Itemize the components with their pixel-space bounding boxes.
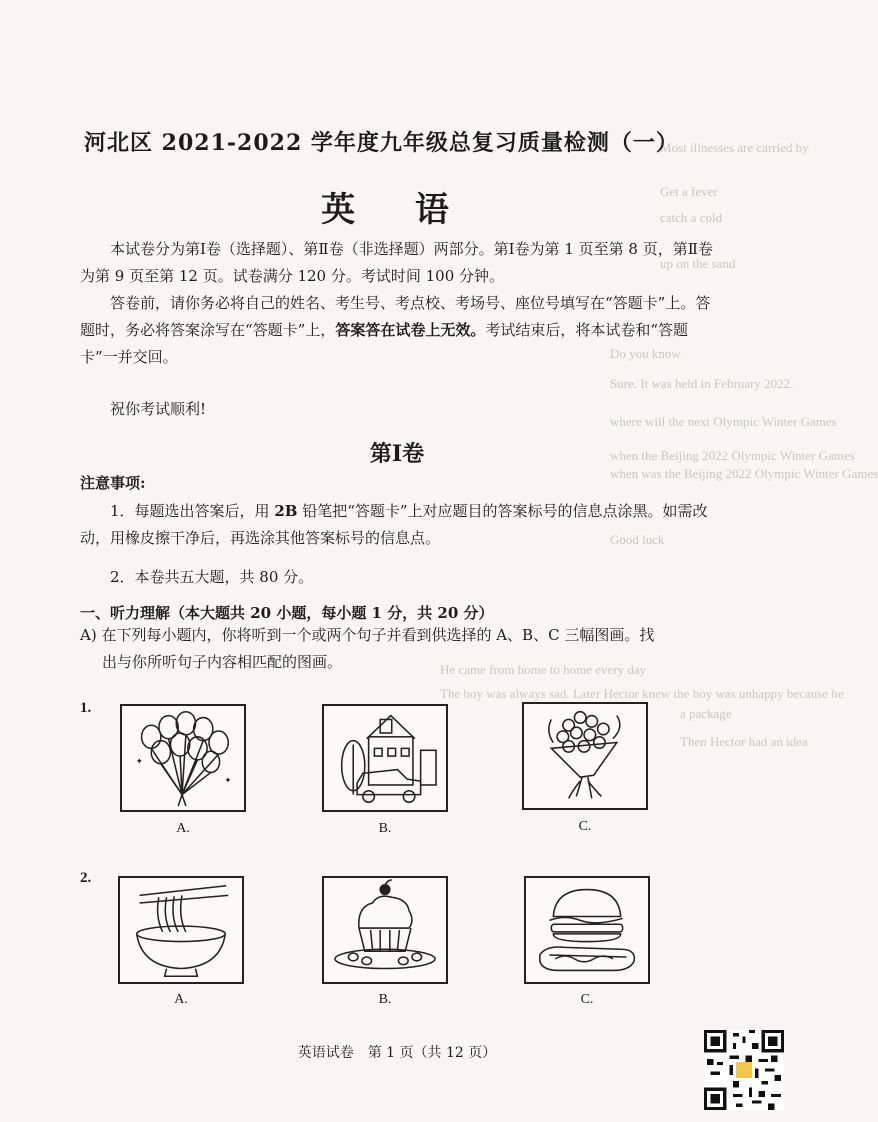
instructions-text-end: 考试结束后，将本试卷和“答题卡”一并交回。 bbox=[80, 321, 689, 366]
cupcake-icon bbox=[324, 878, 446, 982]
bleed-through-text: catch a cold bbox=[660, 210, 723, 225]
picture-car-and-house bbox=[322, 704, 448, 812]
option-label: B. bbox=[378, 992, 392, 1007]
svg-text:✦: ✦ bbox=[224, 776, 232, 787]
instructions-text: 答卷前，请你务必将自己的姓名、考生号、考点校、考场号、座位号填写在“答题卡”上。答题时，务必将答案涂写在“答题卡”上， bbox=[80, 294, 711, 339]
picture-flower-bouquet bbox=[522, 702, 648, 810]
exam-title: 河北区 2021-2022 学年度九年级总复习质量检测（一） bbox=[84, 130, 679, 156]
bleed-through-text: Get a fever bbox=[660, 184, 718, 199]
pencil-grade: 2B bbox=[274, 502, 298, 520]
bleed-through-text: when was the Beijing 2022 Olympic Winter Games bbox=[610, 466, 878, 481]
picture-burger-and-hotdog bbox=[524, 876, 650, 984]
intro-paragraph: 本试卷分为第Ⅰ卷（选择题）、第Ⅱ卷（非选择题）两部分。第Ⅰ卷为第 1 页至第 8 页，第Ⅱ卷为第 9 页至第 12 页。试卷满分 120 分。考试时间 100 分钟。 bbox=[80, 240, 713, 285]
part-a-instructions bbox=[80, 622, 720, 676]
burger-hotdog-icon bbox=[526, 878, 648, 982]
bleed-through-text: Good luck bbox=[610, 532, 665, 547]
notice-item-1-text: 1．每题选出答案后，用 bbox=[110, 502, 275, 520]
bouquet-icon bbox=[524, 704, 646, 808]
good-luck-line: 祝你考试顺利! bbox=[110, 400, 207, 418]
bleed-through-text: when the Beijing 2022 Olympic Winter Games bbox=[610, 448, 855, 463]
picture-noodle-bowl bbox=[118, 876, 244, 984]
option-label: A. bbox=[176, 821, 190, 836]
page-footer: 英语试卷 第 1 页（共 12 页） bbox=[297, 1045, 497, 1061]
balloons-icon bbox=[122, 706, 244, 810]
option-label: C. bbox=[578, 819, 592, 834]
bleed-through-text: The boy was always sad. Later Hector knew the boy was unhappy because he bbox=[440, 686, 844, 701]
question-number: 2. bbox=[80, 870, 92, 886]
qr-code-icon bbox=[704, 1030, 784, 1110]
option-label: C. bbox=[580, 992, 594, 1007]
part-a-line-2: 出与你所听句子内容相匹配的图画。 bbox=[102, 653, 343, 671]
notice-item-1-text-end: 铅笔把“答题卡”上对应题目的答案标号的信息点涂黑。如需改动，用橡皮擦干净后，再选涂其他答案标号的信息点。 bbox=[80, 502, 708, 547]
noodle-bowl-icon bbox=[120, 878, 242, 982]
notice-item-2: 2．本卷共五大题，共 80 分。 bbox=[110, 568, 314, 586]
bleed-through-text: up on the sand bbox=[660, 256, 736, 271]
picture-balloons bbox=[120, 704, 246, 812]
car-house-icon bbox=[324, 706, 446, 810]
bleed-through-text: where will the next Olympic Winter Games bbox=[610, 414, 837, 429]
svg-text:✦: ✦ bbox=[135, 756, 144, 767]
bleed-through-text: Then Hector had an idea bbox=[680, 734, 808, 749]
section-heading: 一、听力理解（本大题共 20 小题，每小题 1 分，共 20 分） bbox=[80, 604, 494, 622]
question-number: 1. bbox=[80, 700, 92, 716]
notice-heading: 注意事项: bbox=[80, 474, 146, 492]
bleed-through-text: He came from home to home every day bbox=[440, 662, 647, 677]
qr-code-image bbox=[704, 1030, 784, 1110]
bleed-through-text: Most illnesses are carried by bbox=[660, 140, 809, 155]
part-a-line-1: A) 在下列每小题内，你将听到一个或两个句子并看到供选择的 A、B、C 三幅图画。找 bbox=[80, 626, 655, 644]
volume-title: 第Ⅰ卷 bbox=[369, 441, 425, 467]
instructions-emphasis: 答案答在试卷上无效。 bbox=[335, 321, 486, 339]
bleed-through-text: Do you know bbox=[610, 346, 681, 361]
picture-cupcake bbox=[322, 876, 448, 984]
bleed-through-text: a package bbox=[680, 706, 732, 721]
option-label: B. bbox=[378, 821, 392, 836]
notice-item-1 bbox=[80, 498, 720, 552]
bleed-through-text: Sure. It was held in February 2022. bbox=[610, 376, 794, 391]
instructions-paragraph bbox=[80, 290, 720, 371]
option-label: A. bbox=[174, 992, 188, 1007]
subject-title: 英 语 bbox=[321, 190, 473, 230]
